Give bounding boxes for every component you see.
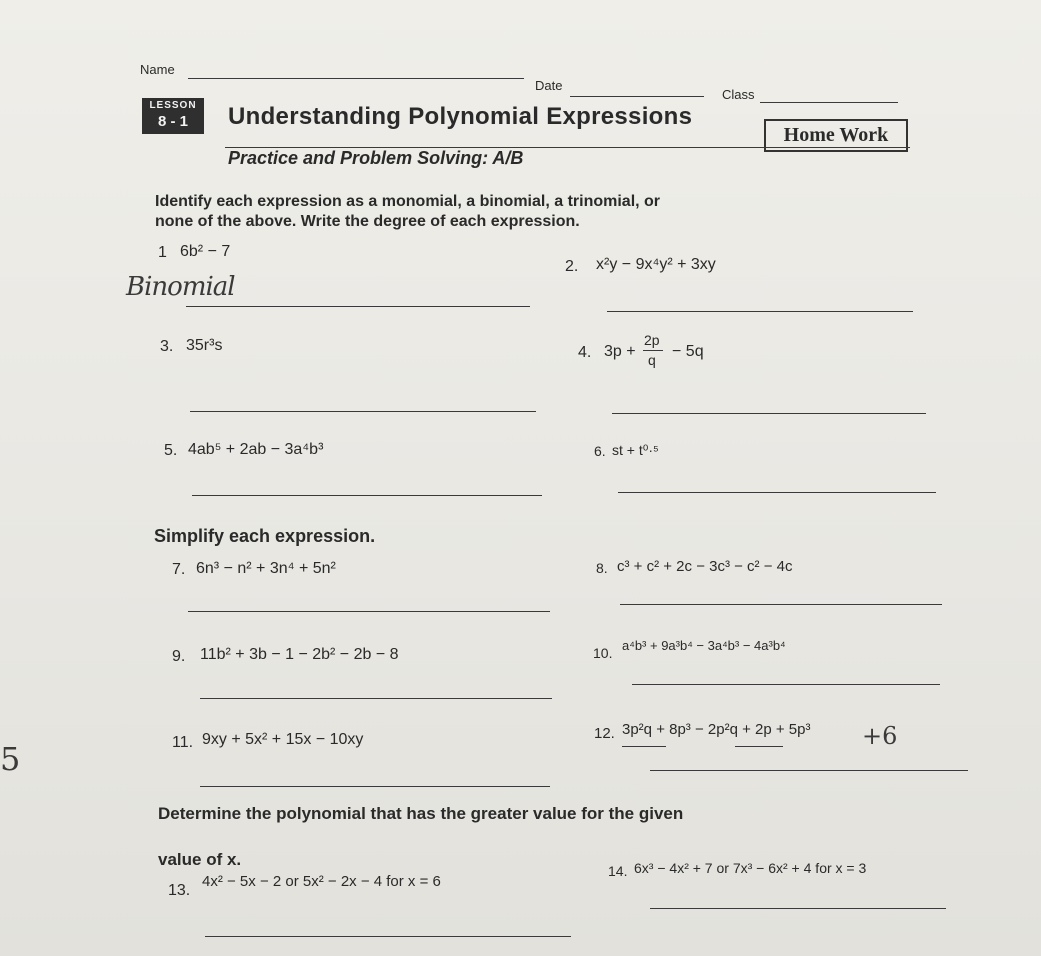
answer-line-14 xyxy=(650,908,946,909)
page-title: Understanding Polynomial Expressions xyxy=(228,103,693,130)
page-subtitle: Practice and Problem Solving: A/B xyxy=(228,148,524,168)
name-label: Name xyxy=(140,62,175,77)
problem-12-expression: 3p²q + 8p³ − 2p²q + 2p + 5p³ xyxy=(622,721,811,738)
answer-line-6 xyxy=(618,492,936,493)
homework-badge: Home Work xyxy=(764,119,908,152)
problem-1-expression: 6b² − 7 xyxy=(180,243,231,260)
answer-line-1 xyxy=(186,306,530,307)
problem-4-fraction-denominator: q xyxy=(648,352,656,368)
problem-6-number: 6. xyxy=(594,443,606,459)
section-2-heading: Simplify each expression. xyxy=(154,526,376,546)
class-line xyxy=(760,102,898,103)
problem-7-expression: 6n³ − n² + 3n⁴ + 5n² xyxy=(196,560,336,577)
problem-8-expression: c³ + c² + 2c − 3c³ − c² − 4c xyxy=(617,558,793,575)
problem-2-number: 2. xyxy=(565,258,579,275)
problem-14-expression: 6x³ − 4x² + 7 or 7x³ − 6x² + 4 for x = 3 xyxy=(634,860,867,876)
answer-line-11 xyxy=(200,786,550,787)
answer-line-7 xyxy=(188,611,550,612)
handwritten-note-12: +6 xyxy=(862,722,898,750)
lesson-number: 8 - 1 xyxy=(157,113,188,130)
problem-6-expression: st + t⁰·⁵ xyxy=(612,442,659,458)
problem-4-number: 4. xyxy=(578,344,592,361)
answer-line-2 xyxy=(607,311,913,312)
instructions-line-1: Identify each expression as a monomial, a binomial, a trinomial, or xyxy=(155,193,661,210)
problem-8-number: 8. xyxy=(596,560,608,576)
problem-9-expression: 11b² + 3b − 1 − 2b² − 2b − 8 xyxy=(200,646,399,663)
problem-3-number: 3. xyxy=(160,338,174,355)
problem-4-expression-end: − 5q xyxy=(672,343,704,360)
problem-9-number: 9. xyxy=(172,648,186,665)
problem-4-fraction-numerator: 2p xyxy=(644,332,660,348)
answer-line-12 xyxy=(650,770,968,771)
answer-line-5 xyxy=(192,495,542,496)
problem-2-expression: x²y − 9x⁴y² + 3xy xyxy=(596,256,716,273)
problem-12-number: 12. xyxy=(594,725,615,742)
answer-line-9 xyxy=(200,698,552,699)
handwritten-answer-1: Binomial xyxy=(126,272,235,302)
handwritten-underline-12b xyxy=(735,746,783,747)
answer-line-13 xyxy=(205,936,571,937)
handwritten-underline-12a xyxy=(622,746,666,747)
lesson-label: LESSON xyxy=(149,100,197,111)
name-line xyxy=(188,78,524,79)
problem-4-fraction-bar xyxy=(643,350,663,351)
problem-11-expression: 9xy + 5x² + 15x − 10xy xyxy=(202,731,364,748)
instructions-line-2: none of the above. Write the degree of each expression. xyxy=(155,213,580,230)
problem-3-expression: 35r³s xyxy=(186,337,223,354)
problem-1-number: 1 xyxy=(158,244,167,261)
answer-line-4 xyxy=(612,413,926,414)
section-3-heading-line-1: Determine the polynomial that has the greater value for the given xyxy=(158,804,684,823)
problem-11-number: 11. xyxy=(172,734,194,751)
lesson-badge xyxy=(142,98,204,134)
date-label: Date xyxy=(535,78,563,93)
problem-7-number: 7. xyxy=(172,561,186,578)
answer-line-8 xyxy=(620,604,942,605)
handwritten-margin-mark: 5 xyxy=(0,740,21,778)
date-line xyxy=(570,96,704,97)
problem-5-number: 5. xyxy=(164,442,178,459)
problem-4-expression-start: 3p + xyxy=(604,343,636,360)
problem-10-number: 10. xyxy=(593,645,613,661)
section-3-heading-line-2: value of x. xyxy=(158,850,242,869)
problem-14-number: 14. xyxy=(608,863,628,879)
answer-line-10 xyxy=(632,684,940,685)
answer-line-3 xyxy=(190,411,536,412)
problem-5-expression: 4ab⁵ + 2ab − 3a⁴b³ xyxy=(188,441,324,458)
problem-13-number: 13. xyxy=(168,882,191,899)
class-label: Class xyxy=(722,87,755,102)
problem-10-expression: a⁴b³ + 9a³b⁴ − 3a⁴b³ − 4a³b⁴ xyxy=(622,638,786,653)
problem-13-expression: 4x² − 5x − 2 or 5x² − 2x − 4 for x = 6 xyxy=(202,873,441,890)
